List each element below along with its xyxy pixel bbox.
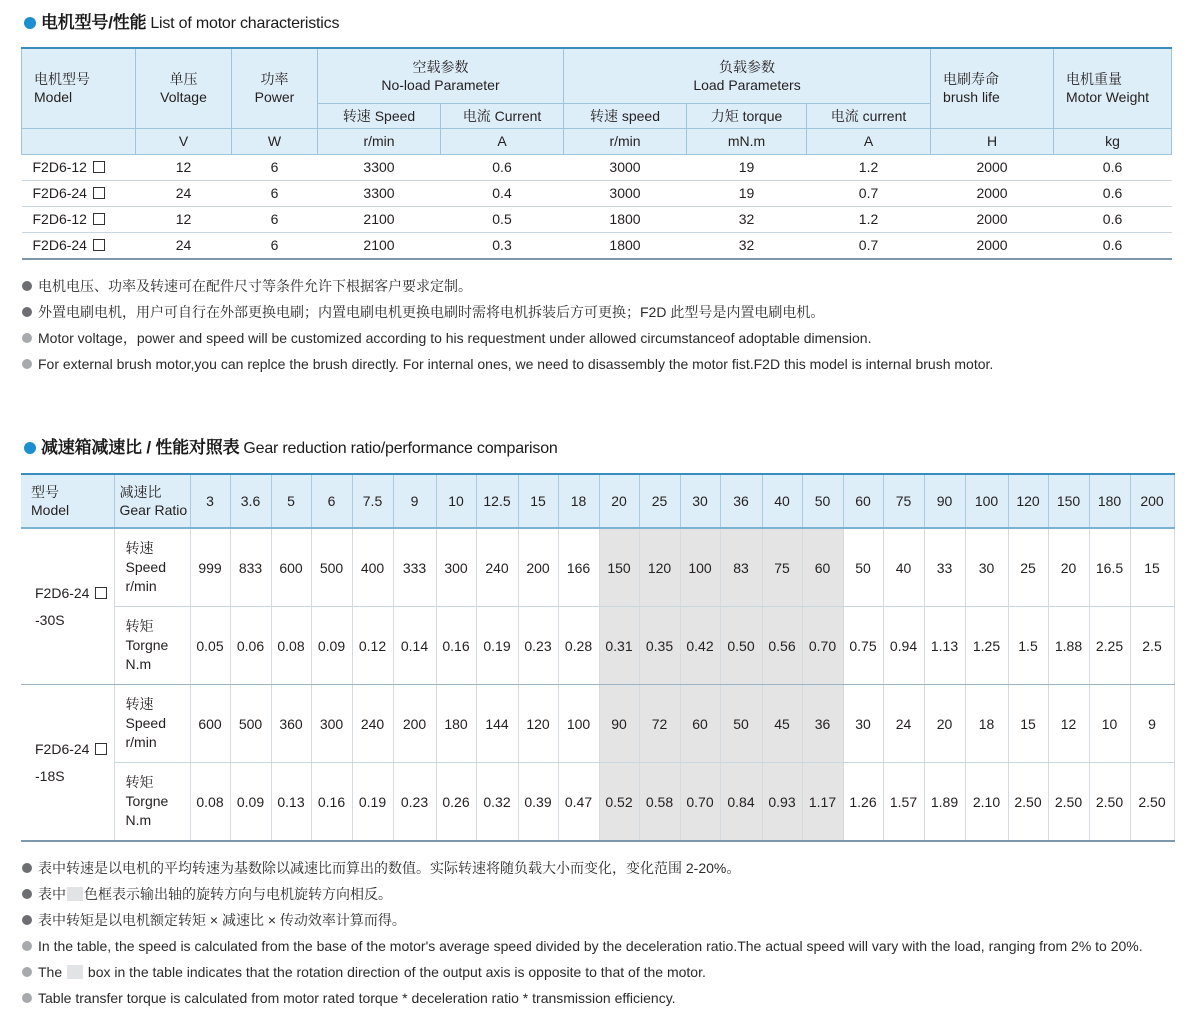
speed-value-cell: 30: [843, 685, 883, 763]
bullet-icon: [24, 17, 36, 29]
header-power: 功率 Power: [232, 48, 318, 128]
torque-value-cell: 0.13: [271, 763, 311, 842]
torque-value-cell: 0.47: [558, 763, 599, 842]
value-cell: 2100: [318, 232, 441, 259]
section1-notes: [22, 273, 993, 377]
unit-cell: A: [441, 128, 564, 154]
table-row: [21, 607, 1174, 685]
value-cell: 0.6: [1054, 180, 1172, 206]
speed-value-cell: 15: [1008, 685, 1048, 763]
model-name: F2D6-12: [32, 211, 87, 227]
speed-value-cell: 15: [1130, 528, 1174, 607]
value-cell: 3300: [318, 180, 441, 206]
torque-value-cell: 1.88: [1048, 607, 1089, 685]
ratio-header: 40: [762, 474, 802, 528]
value-cell: 3000: [564, 154, 687, 180]
ratio-header: 60: [843, 474, 883, 528]
note-item: 表中转矩是以电机额定转矩 × 减速比 × 传动效率计算而得。: [22, 907, 1143, 933]
torque-value-cell: 1.17: [802, 763, 843, 842]
ratio-header: 36: [720, 474, 762, 528]
ratio-header: 5: [271, 474, 311, 528]
motor-characteristics-table: [21, 47, 1172, 260]
speed-value-cell: 400: [352, 528, 393, 607]
torque-value-cell: 2.50: [1008, 763, 1048, 842]
speed-value-cell: 40: [883, 528, 924, 607]
model-name: F2D6-24: [32, 237, 87, 253]
ratio-header: 120: [1008, 474, 1048, 528]
speed-value-cell: 20: [1048, 528, 1089, 607]
section2-title-cn: 减速箱减速比 / 性能对照表: [41, 438, 240, 457]
value-cell: 6: [232, 154, 318, 180]
header-model: 型号 Model: [21, 474, 114, 528]
speed-value-cell: 12: [1048, 685, 1089, 763]
speed-value-cell: 360: [271, 685, 311, 763]
ratio-header: 90: [924, 474, 965, 528]
bullet-icon: [22, 333, 32, 343]
value-cell: 0.7: [807, 232, 931, 259]
torque-value-cell: 0.16: [436, 607, 476, 685]
value-cell: 6: [232, 180, 318, 206]
header-load-torque: 力矩 torque: [687, 103, 807, 128]
torque-value-cell: 0.94: [883, 607, 924, 685]
ratio-header: 30: [680, 474, 720, 528]
ratio-header: 9: [393, 474, 436, 528]
torque-value-cell: 0.70: [680, 763, 720, 842]
value-cell: 24: [136, 180, 232, 206]
speed-label-cn: 转速: [125, 540, 154, 556]
unit-cell: W: [232, 128, 318, 154]
header-load-current: 电流 current: [807, 103, 931, 128]
header-model: 电机型号 Model: [22, 48, 136, 128]
speed-value-cell: 72: [639, 685, 680, 763]
torque-value-cell: 0.23: [393, 763, 436, 842]
speed-label-en: Speed: [125, 715, 166, 731]
header-load: 负载参数 Load Parameters: [564, 48, 931, 103]
table-row: [21, 685, 1174, 763]
model-cell: [22, 154, 136, 180]
note-item: Table transfer torque is calculated from motor rated torque * deceleration ratio * transmission efficiency.: [22, 985, 1143, 1011]
ratio-header: 6: [311, 474, 352, 528]
speed-value-cell: 150: [599, 528, 639, 607]
value-cell: 32: [687, 232, 807, 259]
value-cell: 0.6: [1054, 154, 1172, 180]
torque-value-cell: 0.28: [558, 607, 599, 685]
speed-value-cell: 500: [311, 528, 352, 607]
value-cell: 2000: [931, 232, 1054, 259]
speed-value-cell: 50: [720, 685, 762, 763]
note-item: For external brush motor,you can replce the brush directly. For internal ones, we need to disassembly the motor fist.F2D this model is internal brush motor.: [22, 351, 993, 377]
value-cell: 0.6: [441, 154, 564, 180]
model-name: F2D6-24: [35, 584, 90, 601]
ratio-header: 50: [802, 474, 843, 528]
value-cell: 1800: [564, 206, 687, 232]
bullet-icon: [22, 967, 32, 977]
value-cell: 12: [136, 206, 232, 232]
table-row: [21, 528, 1174, 607]
header-voltage: 单压 Voltage: [136, 48, 232, 128]
note-item: 表中转速是以电机的平均转速为基数除以减速比而算出的数值。实际转速将随负载大小而变化，变化范围 2-20%。: [22, 855, 1143, 881]
speed-value-cell: 999: [190, 528, 230, 607]
ratio-header: 75: [883, 474, 924, 528]
checkbox-icon: [93, 187, 105, 199]
note-item: 电机电压、功率及转速可在配件尺寸等条件允许下根据客户要求定制。: [22, 273, 993, 299]
torque-value-cell: 0.05: [190, 607, 230, 685]
torque-value-cell: 2.50: [1130, 763, 1174, 842]
torque-value-cell: 0.23: [518, 607, 558, 685]
torque-value-cell: 0.35: [639, 607, 680, 685]
torque-value-cell: 0.50: [720, 607, 762, 685]
speed-label-unit: r/min: [125, 578, 157, 594]
speed-value-cell: 300: [436, 528, 476, 607]
model-cell: [21, 685, 114, 842]
speed-value-cell: 25: [1008, 528, 1048, 607]
gray-box-icon: [67, 965, 83, 979]
speed-value-cell: 166: [558, 528, 599, 607]
ratio-header: 3: [190, 474, 230, 528]
speed-value-cell: 45: [762, 685, 802, 763]
table-row: [21, 763, 1174, 842]
value-cell: 0.7: [807, 180, 931, 206]
ratio-header: 25: [639, 474, 680, 528]
value-cell: 1.2: [807, 206, 931, 232]
speed-value-cell: 24: [883, 685, 924, 763]
speed-label-cn: 转速: [125, 696, 154, 712]
torque-value-cell: 1.89: [924, 763, 965, 842]
torque-value-cell: 0.32: [476, 763, 518, 842]
unit-cell-model: [22, 128, 136, 154]
bullet-icon: [22, 941, 32, 951]
speed-value-cell: 200: [393, 685, 436, 763]
checkbox-icon: [95, 587, 107, 599]
speed-value-cell: 240: [476, 528, 518, 607]
header-noload-speed: 转速 Speed: [318, 103, 441, 128]
torque-label-unit: N.m: [125, 656, 152, 672]
value-cell: 0.3: [441, 232, 564, 259]
bullet-icon: [22, 359, 32, 369]
value-cell: 3000: [564, 180, 687, 206]
model-name: F2D6-12: [32, 159, 87, 175]
torque-value-cell: 0.52: [599, 763, 639, 842]
speed-value-cell: 60: [680, 685, 720, 763]
speed-value-cell: 9: [1130, 685, 1174, 763]
speed-value-cell: 100: [680, 528, 720, 607]
checkbox-icon: [93, 213, 105, 225]
torque-value-cell: 0.08: [271, 607, 311, 685]
torque-value-cell: 0.09: [311, 607, 352, 685]
ratio-header: 15: [518, 474, 558, 528]
bullet-icon: [22, 915, 32, 925]
section1-title: [24, 8, 339, 33]
torque-value-cell: 0.14: [393, 607, 436, 685]
note-item: 外置电刷电机，用户可自行在外部更换电刷；内置电刷电机更换电刷时需将电机拆装后方可更换；F2D 此型号是内置电刷电机。: [22, 299, 993, 325]
ratio-header: 10: [436, 474, 476, 528]
torque-label-unit: N.m: [125, 812, 152, 828]
note-item: Motor voltage，power and speed will be customized according to his requestment under allowed circumstanceof adoptable dimension.: [22, 325, 993, 351]
value-cell: 0.5: [441, 206, 564, 232]
table-row: [22, 180, 1172, 206]
torque-value-cell: 0.31: [599, 607, 639, 685]
torque-value-cell: 0.75: [843, 607, 883, 685]
bullet-icon: [22, 307, 32, 317]
torque-value-cell: 0.56: [762, 607, 802, 685]
torque-label-cell: [114, 607, 190, 685]
value-cell: 3300: [318, 154, 441, 180]
speed-value-cell: 83: [720, 528, 762, 607]
ratio-header: 200: [1130, 474, 1174, 528]
speed-value-cell: 60: [802, 528, 843, 607]
torque-value-cell: 0.19: [352, 763, 393, 842]
unit-cell: A: [807, 128, 931, 154]
torque-value-cell: 2.50: [1089, 763, 1130, 842]
speed-label-unit: r/min: [125, 734, 157, 750]
speed-value-cell: 180: [436, 685, 476, 763]
bullet-icon: [24, 442, 36, 454]
unit-cell: H: [931, 128, 1054, 154]
torque-value-cell: 1.25: [965, 607, 1008, 685]
torque-value-cell: 2.50: [1048, 763, 1089, 842]
speed-value-cell: 100: [558, 685, 599, 763]
torque-value-cell: 0.70: [802, 607, 843, 685]
ratio-header: 12.5: [476, 474, 518, 528]
speed-value-cell: 18: [965, 685, 1008, 763]
torque-value-cell: 0.08: [190, 763, 230, 842]
speed-value-cell: 50: [843, 528, 883, 607]
value-cell: 12: [136, 154, 232, 180]
speed-value-cell: 20: [924, 685, 965, 763]
value-cell: 19: [687, 180, 807, 206]
torque-label-cn: 转矩: [125, 618, 154, 634]
model-name-line2: -30S: [35, 611, 65, 628]
torque-value-cell: 1.26: [843, 763, 883, 842]
torque-value-cell: 0.93: [762, 763, 802, 842]
torque-value-cell: 2.10: [965, 763, 1008, 842]
note-item: In the table, the speed is calculated from the base of the motor's average speed divided by the deceleration ratio.The actual speed will vary with the load, ranging from 2% to 20%.: [22, 933, 1143, 959]
value-cell: 0.6: [1054, 232, 1172, 259]
speed-value-cell: 300: [311, 685, 352, 763]
bullet-icon: [22, 889, 32, 899]
ratio-header: 100: [965, 474, 1008, 528]
torque-value-cell: 0.12: [352, 607, 393, 685]
speed-value-cell: 120: [518, 685, 558, 763]
torque-label-en: Torgne: [125, 793, 169, 809]
ratio-header: 150: [1048, 474, 1089, 528]
value-cell: 2000: [931, 206, 1054, 232]
unit-cell: kg: [1054, 128, 1172, 154]
bullet-icon: [22, 281, 32, 291]
value-cell: 2000: [931, 154, 1054, 180]
value-cell: 19: [687, 154, 807, 180]
torque-value-cell: 0.39: [518, 763, 558, 842]
torque-value-cell: 0.84: [720, 763, 762, 842]
model-cell: [22, 232, 136, 259]
speed-value-cell: 333: [393, 528, 436, 607]
speed-value-cell: 500: [230, 685, 271, 763]
header-load-speed: 转速 speed: [564, 103, 687, 128]
section1-title-en: List of motor characteristics: [150, 15, 340, 32]
speed-value-cell: 36: [802, 685, 843, 763]
speed-value-cell: 833: [230, 528, 271, 607]
speed-value-cell: 144: [476, 685, 518, 763]
torque-value-cell: 1.5: [1008, 607, 1048, 685]
value-cell: 6: [232, 206, 318, 232]
speed-value-cell: 600: [190, 685, 230, 763]
torque-label-en: Torgne: [125, 637, 169, 653]
bullet-icon: [22, 863, 32, 873]
header-noload-current: 电流 Current: [441, 103, 564, 128]
header-noload: 空载参数 No-load Parameter: [318, 48, 564, 103]
checkbox-icon: [93, 239, 105, 251]
bullet-icon: [22, 993, 32, 1003]
speed-value-cell: 30: [965, 528, 1008, 607]
ratio-header: 18: [558, 474, 599, 528]
value-cell: 1800: [564, 232, 687, 259]
speed-value-cell: 90: [599, 685, 639, 763]
model-cell: [22, 206, 136, 232]
note-item: The box in the table indicates that the rotation direction of the output axis is opposite to that of the motor.: [22, 959, 1143, 985]
ratio-header: 20: [599, 474, 639, 528]
speed-label-cell: [114, 528, 190, 607]
gear-ratio-table: [21, 473, 1175, 842]
header-gear-ratio: 减速比 Gear Ratio: [114, 474, 190, 528]
torque-value-cell: 0.06: [230, 607, 271, 685]
unit-cell: r/min: [564, 128, 687, 154]
value-cell: 0.6: [1054, 206, 1172, 232]
torque-value-cell: 1.57: [883, 763, 924, 842]
torque-value-cell: 0.19: [476, 607, 518, 685]
gray-box-icon: [67, 887, 83, 901]
torque-label-cn: 转矩: [125, 774, 154, 790]
torque-value-cell: 0.26: [436, 763, 476, 842]
unit-cell: r/min: [318, 128, 441, 154]
model-name: F2D6-24: [35, 740, 90, 757]
speed-value-cell: 600: [271, 528, 311, 607]
speed-label-en: Speed: [125, 559, 166, 575]
model-cell: [22, 180, 136, 206]
model-name-line1: [35, 580, 114, 607]
torque-value-cell: 1.13: [924, 607, 965, 685]
unit-cell: V: [136, 128, 232, 154]
value-cell: 0.4: [441, 180, 564, 206]
model-name-line2: -18S: [35, 767, 65, 784]
table-row: [22, 206, 1172, 232]
speed-value-cell: 240: [352, 685, 393, 763]
checkbox-icon: [93, 161, 105, 173]
ratio-header: 3.6: [230, 474, 271, 528]
torque-value-cell: 2.5: [1130, 607, 1174, 685]
value-cell: 24: [136, 232, 232, 259]
speed-value-cell: 75: [762, 528, 802, 607]
value-cell: 2100: [318, 206, 441, 232]
ratio-header: 180: [1089, 474, 1130, 528]
torque-value-cell: 0.09: [230, 763, 271, 842]
speed-value-cell: 16.5: [1089, 528, 1130, 607]
torque-label-cell: [114, 763, 190, 842]
header-motor-weight: 电机重量 Motor Weight: [1054, 48, 1172, 128]
model-cell: [21, 528, 114, 685]
unit-cell: mN.m: [687, 128, 807, 154]
note-item: 表中 色框表示输出轴的旋转方向与电机旋转方向相反。: [22, 881, 1143, 907]
checkbox-icon: [95, 743, 107, 755]
speed-value-cell: 10: [1089, 685, 1130, 763]
torque-value-cell: 0.16: [311, 763, 352, 842]
speed-value-cell: 200: [518, 528, 558, 607]
speed-label-cell: [114, 685, 190, 763]
speed-value-cell: 120: [639, 528, 680, 607]
value-cell: 1.2: [807, 154, 931, 180]
value-cell: 6: [232, 232, 318, 259]
section2-title-en: Gear reduction ratio/performance comparison: [243, 440, 558, 457]
section2-title: [24, 433, 558, 458]
value-cell: 32: [687, 206, 807, 232]
model-name-line1: [35, 736, 114, 763]
section2-notes: [22, 855, 1143, 1011]
model-name: F2D6-24: [32, 185, 87, 201]
header-brush-life: 电刷寿命 brush life: [931, 48, 1054, 128]
torque-value-cell: 2.25: [1089, 607, 1130, 685]
torque-value-cell: 0.42: [680, 607, 720, 685]
table-row: [22, 232, 1172, 259]
value-cell: 2000: [931, 180, 1054, 206]
speed-value-cell: 33: [924, 528, 965, 607]
section1-title-cn: 电机型号/性能: [41, 13, 147, 32]
ratio-header: 7.5: [352, 474, 393, 528]
torque-value-cell: 0.58: [639, 763, 680, 842]
table-row: [22, 154, 1172, 180]
